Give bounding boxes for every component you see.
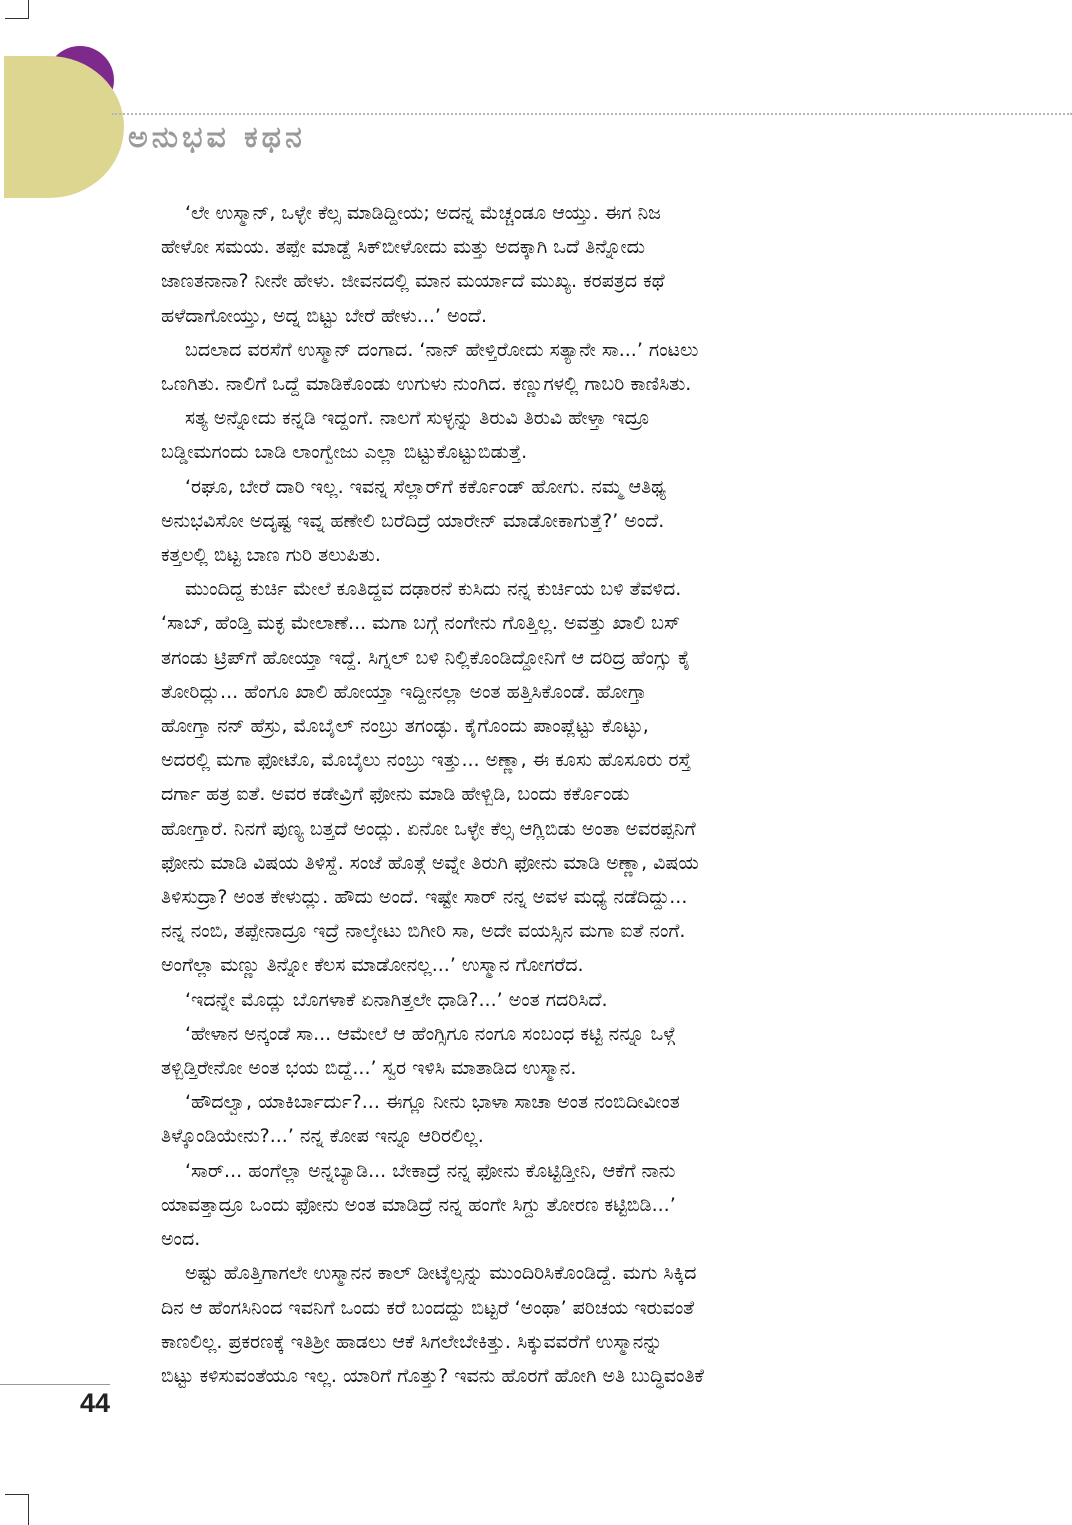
footer-rule — [0, 1384, 110, 1385]
text-line: ಹಳೆದಾಗೋಯ್ತು, ಅದ್ನ ಬಿಟ್ಟು ಬೇರೆ ಹೇಳು...’ ಅಂದೆ. — [161, 304, 487, 327]
story-text — [161, 196, 911, 1393]
text-line: ತಗಂಡು ಟ್ರಿಪ್‌ಗೆ ಹೋಯ್ತಾ ಇದ್ದೆ. ಸಿಗ್ನಲ್ ಬಳಿ ನಿಲ್ಲಿಕೊಂಡಿದ್ದೋನಿಗೆ ಆ ದರಿದ್ರ ಹೆಂಗ್ಸು ಕೈ — [161, 646, 691, 669]
text-line: ಮುಂದಿದ್ದ ಕುರ್ಚಿ ಮೇಲೆ ಕೂತಿದ್ದವ ದಢಾರನೆ ಕುಸಿದು ನನ್ನ ಕುರ್ಚಿಯ ಬಳಿ ತೆವಳಿದ. — [185, 578, 682, 601]
page-number: 44 — [80, 1388, 111, 1418]
text-line: ಬದಲಾದ ವರಸೆಗೆ ಉಸ್ಮಾನ್ ದಂಗಾದ. ‘ನಾನ್ ಹೇಳ್ತಿರೋದು ಸತ್ಯಾನೇ ಸಾ...’ ಗಂಟಲು — [185, 338, 699, 361]
text-line: ಅನುಭವಿಸೋ ಅದೃಷ್ಟ ಇವ್ನ ಹಣೇಲಿ ಬರೆದಿದ್ರೆ ಯಾರೇನ್ ಮಾಡೋಕಾಗುತ್ತೆ?’ ಅಂದೆ. — [161, 509, 665, 532]
text-line: ಸತ್ಯ ಅನ್ನೋದು ಕನ್ನಡಿ ಇದ್ದಂಗೆ. ನಾಲಗೆ ಸುಳ್ಳನ್ನು ತಿರುವಿ ತಿರುವಿ ಹೇಳ್ತಾ ಇದ್ರೂ — [185, 407, 650, 430]
text-line: ಫೋನು ಮಾಡಿ ವಿಷಯ ತಿಳಿಸ್ದೆ. ಸಂಜೆ ಹೊತ್ಗೆ ಅವ್ನೇ ತಿರುಗಿ ಫೋನು ಮಾಡಿ ಅಣ್ಣಾ, ವಿಷಯ — [161, 851, 699, 874]
text-line: ‘ಹೇಳಾನ ಅನ್ಕಂಡೆ ಸಾ... ಆಮೇಲೆ ಆ ಹೆಂಗ್ಸಿಗೂ ನಂಗೂ ಸಂಬಂಧ ಕಟ್ಟಿ ನನ್ನೂ ಒಳ್ಗೆ — [185, 1022, 676, 1045]
text-line: ಬಡ್ಡೀಮಗಂದು ಬಾಡಿ ಲಾಂಗ್ವೇಜು ಎಲ್ಲಾ ಬಿಟ್ಟುಕೊಟ್ಟುಬಿಡುತ್ತೆ. — [161, 441, 528, 464]
text-line: ಕತ್ತಲಲ್ಲಿ ಬಿಟ್ಟ ಬಾಣ ಗುರಿ ತಲುಪಿತು. — [161, 544, 381, 567]
text-line: ತಿಳ್ಕೊಂಡಿಯೇನು?...’ ನನ್ನ ಕೋಪ ಇನ್ನೂ ಆರಿರಲಿಲ್ಲ. — [161, 1125, 484, 1148]
crop-mark-bottom-left-vertical — [28, 1494, 29, 1525]
text-line: ‘ಇದನ್ನೇ ಮೊದ್ಲು ಬೊಗಳಾಕೆ ಏನಾಗಿತ್ತಲೇ ಧಾಡಿ?...’ ಅಂತ ಗದರಿಸಿದೆ. — [185, 988, 608, 1011]
text-line: ಅಂಗೆಲ್ಲಾ ಮಣ್ಣು ತಿನ್ನೋ ಕೆಲಸ ಮಾಡೋನಲ್ಲ...’ ಉಸ್ಮಾನ ಗೋಗರೆದ. — [161, 954, 584, 977]
text-line: ಒಣಗಿತು. ನಾಲಿಗೆ ಒದ್ದೆ ಮಾಡಿಕೊಂಡು ಉಗುಳು ನುಂಗಿದ. ಕಣ್ಣುಗಳಲ್ಲಿ ಗಾಬರಿ ಕಾಣಿಸಿತು. — [161, 373, 692, 396]
text-line: ‘ಸಾರ್... ಹಂಗೆಲ್ಲಾ ಅನ್ನಬ್ಯಾಡಿ... ಬೇಕಾದ್ರೆ ನನ್ನ ಫೋನು ಕೊಟ್ಟಿಡ್ತೀನಿ, ಆಕೆಗೆ ನಾನು — [185, 1159, 676, 1182]
text-line: ದರ್ಗಾ ಹತ್ರ ಐತೆ. ಅವರ ಕಡೇವ್ರಿಗೆ ಫೋನು ಮಾಡಿ ಹೇಳ್ಬಿಡಿ, ಬಂದು ಕರ್ಕೊಂಡು — [161, 783, 630, 806]
crop-mark-bottom-left — [5, 1494, 29, 1495]
dotted-header-rule — [112, 113, 1072, 115]
text-line: ಅಂದ. — [161, 1228, 201, 1251]
text-line: ಜಾಣತನಾನಾ? ನೀನೇ ಹೇಳು. ಜೀವನದಲ್ಲಿ ಮಾನ ಮರ್ಯಾದೆ ಮುಖ್ಯ. ಕರಪತ್ರದ ಕಥೆ — [161, 270, 665, 293]
crop-mark-top-left-vertical — [28, 0, 29, 18]
text-line: ಅಷ್ಟು ಹೊತ್ತಿಗಾಗಲೇ ಉಸ್ಮಾನನ ಕಾಲ್ ಡೀಟೈಲ್ಸನ್ನು ಮುಂದಿರಿಸಿಕೊಂಡಿದ್ದೆ. ಮಗು ಸಿಕ್ಕಿದ — [185, 1262, 697, 1285]
text-line: ಬಿಟ್ಟು ಕಳಿಸುವಂತೆಯೂ ಇಲ್ಲ. ಯಾರಿಗೆ ಗೊತ್ತು? ಇವನು ಹೊರಗೆ ಹೋಗಿ ಅತಿ ಬುದ್ಧಿವಂತಿಕೆ — [161, 1364, 704, 1387]
text-line: ಹೋಗ್ತಾ ನನ್ ಹೆಸ್ರು, ಮೊಬೈಲ್ ನಂಬ್ರು ತಗಂಡ್ಳು. ಕೈಗೊಂದು ಪಾಂಪ್ಲೆಟ್ಟು ಕೊಟ್ಳು, — [161, 715, 649, 738]
text-line: ತೋರಿದ್ಲು... ಹೆಂಗೂ ಖಾಲಿ ಹೋಯ್ತಾ ಇದ್ದೀನಲ್ಲಾ ಅಂತ ಹತ್ತಿಸಿಕೊಂಡೆ. ಹೋಗ್ತಾ — [161, 680, 647, 703]
text-line: ‘ಸಾಬ್, ಹೆಂಡ್ತಿ ಮಕ್ಳ ಮೇಲಾಣೆ... ಮಗಾ ಬಗ್ಗೆ ನಂಗೇನು ಗೊತ್ತಿಲ್ಲ. ಅವತ್ತು ಖಾಲಿ ಬಸ್ — [161, 612, 681, 635]
text-line: ತಳ್ಬಿಡ್ತಿರೇನೋ ಅಂತ ಭಯ ಬಿದ್ದೆ...’ ಸ್ವರ ಇಳಿಸಿ ಮಾತಾಡಿದ ಉಸ್ಮಾನ. — [161, 1057, 577, 1080]
crop-mark-top-left — [5, 0, 29, 19]
section-title: ಅನುಭವ ಕಥನ — [128, 120, 306, 155]
text-line: ‘ಲೇ ಉಸ್ಮಾನ್, ಒಳ್ಳೇ ಕೆಲ್ಸ ಮಾಡಿದ್ದೀಯ; ಅದನ್ನ ಮೆಚ್ಚಂಡೂ ಆಯ್ತು. ಈಗ ನಿಜ — [185, 202, 661, 224]
text-line: ಅದರಲ್ಲಿ ಮಗಾ ಫೋಟೊ, ಮೊಬೈಲು ನಂಬ್ರು ಇತ್ತು... ಅಣ್ಣಾ, ಈ ಕೂಸು ಹೊಸೂರು ರಸ್ತೆ — [161, 749, 691, 772]
text-line: ಹೇಳೋ ಸಮಯ. ತಪ್ಪೇ ಮಾಡ್ದೆ ಸಿಕ್‌ಬೀಳೋದು ಮತ್ತು ಅದಕ್ಕಾಗಿ ಒದೆ ತಿನ್ನೋದು — [161, 236, 645, 259]
text-line: ದಿನ ಆ ಹೆಂಗಸಿನಿಂದ ಇವನಿಗೆ ಒಂದು ಕರೆ ಬಂದದ್ದು ಬಿಟ್ಟರೆ ‘ಅಂಥಾ’ ಪರಿಚಯ ಇರುವಂತೆ — [161, 1296, 695, 1319]
text-line: ಕಾಣಲಿಲ್ಲ. ಪ್ರಕರಣಕ್ಕೆ ಇತಿಶ್ರೀ ಹಾಡಲು ಆಕೆ ಸಿಗಲೇಬೇಕಿತ್ತು. ಸಿಕ್ಕುವವರೆಗೆ ಉಸ್ಮಾನನ್ನು — [161, 1330, 663, 1353]
text-line: ‘ಹೌದಲ್ವಾ, ಯಾಕಿರ್ಬಾರ್ದು?... ಈಗ್ಲೂ ನೀನು ಭಾಳಾ ಸಾಚಾ ಅಂತ ನಂಬಿದೀವೀಂತ — [185, 1091, 680, 1114]
text-line: ತಿಳಿಸುದ್ರಾ? ಅಂತ ಕೇಳುದ್ಲು. ಹೌದು ಅಂದೆ. ಇಷ್ಟೇ ಸಾರ್ ನನ್ನ ಅವಳ ಮಧ್ಯೆ ನಡೆದಿದ್ದು... — [161, 886, 688, 909]
text-line: ಹೋಗ್ತಾರೆ. ನಿನಗೆ ಪುಣ್ಯ ಬತ್ತದೆ ಅಂದ್ಲು. ಏನೋ ಒಳ್ಳೇ ಕೆಲ್ಸ ಆಗ್ಲಿಬಿಡು ಅಂತಾ ಅವರಪ್ಪನಿಗೆ — [161, 817, 696, 840]
text-line: ಯಾವತ್ತಾದ್ರೂ ಒಂದು ಫೋನು ಅಂತ ಮಾಡಿದ್ರೆ ನನ್ನ ಹಂಗೇ ಸಿಗ್ದು ತೋರಣ ಕಟ್ಟಿಬಿಡಿ...’ — [161, 1193, 676, 1216]
text-line: ‘ರಘೂ, ಬೇರೆ ದಾರಿ ಇಲ್ಲ. ಇವನ್ನ ಸೆಲ್ಲಾರ್‌ಗೆ ಕರ್ಕೊಂಡ್ ಹೋಗು. ನಮ್ಮ ಆತಿಥ್ಯ — [185, 475, 667, 498]
text-line: ನನ್ನ ನಂಬಿ, ತಪ್ಪೇನಾದ್ರೂ ಇದ್ರೆ ನಾಲ್ಕೇಟು ಬಿಗೀರಿ ಸಾ, ಅದೇ ವಯಸ್ಸಿನ ಮಗಾ ಐತೆ ನಂಗೆ. — [161, 920, 686, 943]
